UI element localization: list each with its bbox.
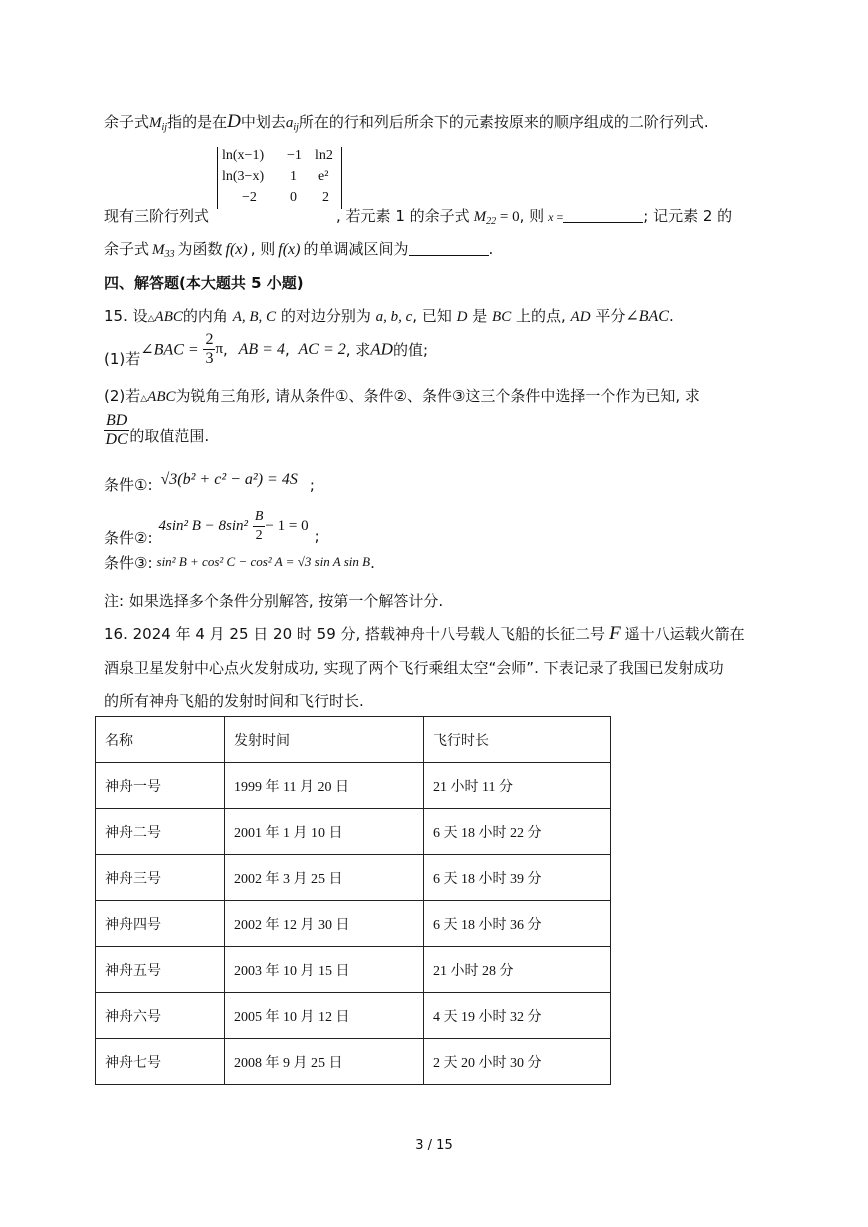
cell-launch-time: 2001 年 1 月 10 日 xyxy=(225,809,424,855)
text: 的值; xyxy=(392,341,429,359)
text: ; xyxy=(309,476,315,494)
text: 上的点, xyxy=(515,307,566,325)
text: 余子式 xyxy=(104,240,150,258)
condition-2-formula-end: − 1 = 0 xyxy=(265,518,309,534)
cell-flight-duration: 6 天 18 小时 36 分 xyxy=(424,901,611,947)
header-flight-duration: 飞行时长 xyxy=(424,717,611,763)
angle-bac: ∠BAC xyxy=(625,308,669,325)
text: 15. 设 xyxy=(104,307,148,325)
text: 余子式 xyxy=(104,113,150,131)
fraction-two-thirds: $\frac{2}{3}$ xyxy=(205,331,214,367)
text: (1)若 xyxy=(104,350,141,368)
det-cell: −1 xyxy=(287,148,302,163)
cell-flight-duration: 6 天 18 小时 39 分 xyxy=(424,855,611,901)
table-row xyxy=(96,901,611,947)
ratio-line xyxy=(104,412,209,449)
table-row xyxy=(96,855,611,901)
cell-launch-time: 1999 年 11 月 20 日 xyxy=(225,763,424,809)
det-cell: 1 xyxy=(290,169,297,184)
det-cell: 2 xyxy=(322,190,329,205)
text: . xyxy=(488,240,494,258)
section-heading: 四、解答题(本大题共 5 小题) xyxy=(104,274,304,292)
text: , 求 xyxy=(345,341,371,359)
condition-1 xyxy=(104,471,315,495)
text: 是 xyxy=(472,307,488,325)
note: 注: 如果选择多个条件分别解答, 按第一个解答计分. xyxy=(104,592,444,610)
condition-3-formula: sin² B + cos² C − cos² A = √3 sin A sin B xyxy=(156,554,371,569)
text: , 若元素 1 的余子式 xyxy=(336,207,470,225)
cell-flight-duration: 2 天 20 小时 30 分 xyxy=(424,1039,611,1085)
text: , 已知 xyxy=(412,307,452,325)
m-ij-symbol: $M_{ij}$ xyxy=(149,115,168,133)
minor-definition-line xyxy=(104,111,709,133)
det-cell: 0 xyxy=(290,190,297,205)
third-order-determinant xyxy=(217,147,342,209)
function-f-x: f(x) xyxy=(225,241,248,258)
text: 的单调减区间为 xyxy=(303,240,409,258)
cell-launch-time: 2002 年 12 月 30 日 xyxy=(225,901,424,947)
equals-zero: = 0 xyxy=(496,209,520,225)
text: 指的是在 xyxy=(167,113,228,131)
segment-ad: AD xyxy=(370,339,393,359)
text: , 则 xyxy=(250,240,276,258)
pi-symbol: π xyxy=(215,341,224,357)
angle-expression: ∠BAC = xyxy=(140,341,199,359)
d-symbol: D xyxy=(227,111,241,132)
m33-symbol: $M_{33}$ xyxy=(152,242,175,260)
cell-name: 神舟五号 xyxy=(96,947,225,993)
x-symbol: x xyxy=(548,210,554,224)
text: 条件③: xyxy=(104,554,153,572)
text: . xyxy=(370,554,375,572)
text: 为锐角三角形, 请从条件①、条件②、条件③这三个条件中选择一个作为已知, 求 xyxy=(175,387,700,405)
segment-ad: AD xyxy=(570,309,591,325)
cell-name: 神舟三号 xyxy=(96,855,225,901)
text: 平分 xyxy=(595,307,626,325)
triangle-abc: ABC xyxy=(154,309,183,325)
segment-bc: BC xyxy=(492,309,512,325)
table-header-row xyxy=(96,717,611,763)
det-cell: e² xyxy=(318,169,329,184)
text: 条件②: xyxy=(104,529,153,547)
cell-name: 神舟六号 xyxy=(96,993,225,1039)
cell-flight-duration: 6 天 18 小时 22 分 xyxy=(424,809,611,855)
q16-line-1 xyxy=(104,623,745,645)
text: , 则 xyxy=(519,207,545,225)
text: 条件①: xyxy=(104,476,153,494)
cell-launch-time: 2008 年 9 月 25 日 xyxy=(225,1039,424,1085)
triangle-icon: △ xyxy=(147,314,155,324)
text: 遥十八运载火箭在 xyxy=(624,625,745,643)
cell-name: 神舟二号 xyxy=(96,809,225,855)
condition-2-formula: 4sin² B − 8sin² xyxy=(158,518,249,534)
table-row xyxy=(96,809,611,855)
m22-symbol: $M_{22}$ xyxy=(473,209,497,227)
text: 的取值范围. xyxy=(129,427,210,445)
text: (2)若 xyxy=(104,387,141,405)
table-row xyxy=(96,993,611,1039)
table-row xyxy=(96,763,611,809)
q15-part1: (1)若∠BAC = $\frac{2}{3}$ π, AB = 4, AC = 2, 求AD的值; xyxy=(104,331,429,368)
sides-abc: a, b, c xyxy=(375,309,413,325)
table-row xyxy=(96,947,611,993)
a-ij-symbol: $a_{ij}$ xyxy=(285,115,299,133)
table-row xyxy=(96,1039,611,1085)
text: 现有三阶行列式 xyxy=(104,207,210,225)
q16-line-3: 的所有神舟飞船的发射时间和飞行时长. xyxy=(104,692,364,710)
answer-blank-2[interactable] xyxy=(409,241,489,256)
cell-launch-time: 2003 年 10 月 15 日 xyxy=(225,947,424,993)
point-d: D xyxy=(456,309,468,325)
page-number: 3 / 15 xyxy=(415,1138,453,1153)
det-cell: −2 xyxy=(242,190,257,205)
function-f-x: f(x) xyxy=(278,241,301,258)
text: ; 记元素 2 的 xyxy=(643,207,733,225)
cell-name: 神舟四号 xyxy=(96,901,225,947)
header-name: 名称 xyxy=(96,717,225,763)
cell-launch-time: 2005 年 10 月 12 日 xyxy=(225,993,424,1039)
header-launch-time: 发射时间 xyxy=(225,717,424,763)
q15-stem xyxy=(104,305,674,326)
q15-part2 xyxy=(104,385,700,406)
det-cell: ln(3−x) xyxy=(222,169,265,184)
ab-value: AB = 4 xyxy=(238,340,285,358)
text: ; xyxy=(314,526,320,545)
triangle-icon: △ xyxy=(140,394,148,404)
ac-value: AC = 2 xyxy=(298,340,346,358)
cell-flight-duration: 4 天 19 小时 32 分 xyxy=(424,993,611,1039)
fraction-b-over-2: $\frac{B}{2}$ xyxy=(254,509,264,543)
determinant-question-line xyxy=(104,205,732,227)
text: 的对边分别为 xyxy=(280,307,371,325)
q16-line-2: 酒泉卫星发射中心点火发射成功, 实现了两个飞行乘组太空“会师”. 下表记录了我国已发射成功 xyxy=(104,659,724,677)
function-question-line xyxy=(104,238,493,260)
text: . xyxy=(668,307,674,325)
ratio-bd-dc: $\frac{BD}{DC}$ xyxy=(105,412,128,448)
condition-2 xyxy=(104,505,320,548)
condition-3 xyxy=(104,552,375,573)
triangle-abc: ABC xyxy=(147,389,176,405)
condition-1-formula: √3(b² + c² − a²) = 4S xyxy=(160,471,298,488)
det-cell: ln2 xyxy=(315,148,333,163)
shenzhou-table xyxy=(95,716,611,1085)
text: 所在的行和列后所余下的元素按原来的顺序组成的二阶行列式. xyxy=(298,113,709,131)
cell-flight-duration: 21 小时 11 分 xyxy=(424,763,611,809)
rocket-f: F xyxy=(609,623,621,644)
equals-sign: = xyxy=(553,210,564,224)
text: 16. 2024 年 4 月 25 日 20 时 59 分, 搭载神舟十八号载人飞船的长征二号 xyxy=(104,625,606,643)
cell-name: 神舟一号 xyxy=(96,763,225,809)
cell-flight-duration: 21 小时 28 分 xyxy=(424,947,611,993)
angles-abc: A, B, C xyxy=(232,309,277,325)
cell-name: 神舟七号 xyxy=(96,1039,225,1085)
answer-blank-1[interactable] xyxy=(563,208,643,223)
text: 为函数 xyxy=(177,240,223,258)
text: 中划去 xyxy=(240,113,286,131)
text: 的内角 xyxy=(182,307,228,325)
cell-launch-time: 2002 年 3 月 25 日 xyxy=(225,855,424,901)
det-cell: ln(x−1) xyxy=(222,148,265,163)
